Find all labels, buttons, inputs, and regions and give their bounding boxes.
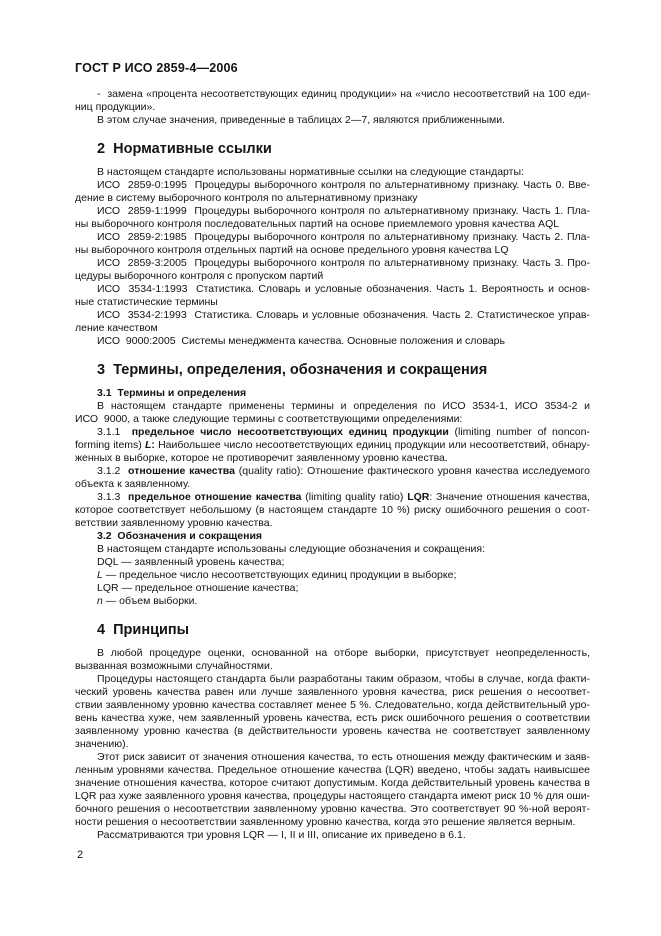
text-line: ИСО 2859-0:1995 Процедуры выборочного контроля по альтернативному признаку. Часть 0. Вве- (97, 179, 590, 191)
text-line: бочного решения о несоответствии заявленному уровню качества. Это соответствует 90 %-ной вероят- (75, 803, 590, 815)
text-line: В этом случае значения, приведенные в таблицах 2—7, являются приближенными. (97, 114, 506, 126)
running-header: ГОСТ Р ИСО 2859-4—2006 (75, 61, 238, 75)
text-line: 3.1.1 предельное число несоответствующих единиц продукции (limiting number of noncon- (97, 426, 590, 438)
text-line: вень качества хуже, чем заявленный уровень качества, есть риск ошибочного решения о соответствии (75, 712, 590, 724)
text-line: ческий уровень качества равен или лучше заявленного уровня качества, риск решения о несоответ- (75, 686, 590, 698)
text-line: DQL — заявленный уровень качества; (97, 556, 285, 568)
text-line: ности решения о несоответствии заявленному уровню качества, когда это решение является верным. (75, 816, 576, 828)
text-line: вызванная возможными случайностями. (75, 660, 273, 672)
text-line: заявленному уровню качества (в действительности уровень качества не соответствует заявленному (75, 725, 590, 737)
section-heading: 3 Термины, определения, обозначения и сокращения (97, 362, 488, 378)
text-line: ниц продукции». (75, 101, 156, 113)
text-line: которое соответствует небольшому (в настоящем стандарте 10 %) риску ошибочного решения о соот- (75, 504, 590, 516)
text-line: 3.2 Обозначения и сокращения (97, 530, 263, 542)
section-heading: 2 Нормативные ссылки (97, 141, 272, 157)
text-line: значению). (75, 738, 129, 750)
text-line: цедуры выборочного контроля с пропуском партий (75, 270, 324, 282)
text-line: Рассматриваются три уровня LQR — I, II и III, описание их приведено в 6.1. (97, 829, 466, 841)
text-line: L — предельное число несоответствующих единиц продукции в выборке; (97, 569, 457, 581)
text-line: ИСО 3534-1:1993 Статистика. Словарь и условные обозначения. Часть 1. Вероятность и основ- (97, 283, 590, 295)
document-body (75, 88, 590, 842)
text-line: 3.1.2 отношение качества (quality ratio): Отношение фактического уровня качества исследуемого (97, 465, 590, 477)
text-line: ИСО 9000, а также следующие термины с соответствующими определениями: (75, 413, 463, 425)
text-line: дение в систему выборочного контроля по альтернативному признаку (75, 192, 418, 204)
text-line: 3.1.3 предельное отношение качества (limiting quality ratio) LQR: Значение отношения качества, (97, 491, 590, 503)
text-line: ИСО 2859-1:1999 Процедуры выборочного контроля по альтернативному признаку. Часть 1. Пла- (97, 205, 590, 217)
text-line: ИСО 9000:2005 Системы менеджмента качества. Основные положения и словарь (97, 335, 505, 347)
text-line: n — объем выборки. (97, 595, 198, 607)
text-line: объекта к заявленному. (75, 478, 191, 490)
text-line: В настоящем стандарте использованы нормативные ссылки на следующие стандарты: (97, 166, 524, 178)
text-line: ветствии заявленному уровню качества. (75, 517, 273, 529)
text-line: ные статистические термины (75, 296, 218, 308)
text-line: В любой процедуре оценки, основанной на отборе выборки, присутствует неопределенность, (97, 647, 590, 659)
text-line: значение отношения качества, которое считают допустимым. Когда действительный уровень качества в (75, 777, 590, 789)
text-line: В настоящем стандарте использованы следующие обозначения и сокращения: (97, 543, 485, 555)
text-line: ны выборочного контроля последовательных партий на основе приемлемого уровня качества AQL (75, 218, 560, 230)
section-heading: 4 Принципы (97, 622, 190, 638)
document-content (75, 62, 590, 842)
text-line: Процедуры настоящего стандарта были разработаны таким образом, чтобы в случае, когда факти- (97, 673, 590, 685)
text-line: Этот риск зависит от значения отношения качества, то есть отношения между фактическим и заяв- (97, 751, 590, 763)
text-line: ИСО 2859-2:1985 Процедуры выборочного контроля по альтернативному признаку. Часть 2. Пла- (97, 231, 590, 243)
text-line: - замена «процента несоответствующих единиц продукции» на «число несоответствий на 100 еди- (97, 88, 590, 100)
text-line: ление качеством (75, 322, 158, 334)
text-line: forming items) L: Наибольшее число несоответствующих единиц продукции или несоответствий, обнару- (75, 439, 590, 451)
text-line: ны выборочного контроля отдельных партий на основе предельного уровня качества LQ (75, 244, 509, 256)
text-line: ствии заявленному уровню качества составляет менее 5 %. Следовательно, когда действительный уро- (75, 699, 590, 711)
text-line: ИСО 3534-2:1993 Статистика. Словарь и условные обозначения. Часть 2. Статистическое управ- (97, 309, 590, 321)
text-line: В настоящем стандарте применены термины и определения по ИСО 3534-1, ИСО 3534-2 и (97, 400, 590, 412)
text-line: ленным уровнями качества. Предельное отношение качества (LQR) введено, чтобы задать наивысшее (75, 764, 590, 776)
text-line: 3.1 Термины и определения (97, 387, 247, 399)
text-line: LQR — предельное отношение качества; (97, 582, 299, 594)
text-line: ИСО 2859-3:2005 Процедуры выборочного контроля по альтернативному признаку. Часть 3. Про- (97, 257, 590, 269)
page-number: 2 (77, 849, 84, 861)
text-line: женных в выборке, которое не противоречит заявленному уровню качества. (75, 452, 448, 464)
text-line: LQR раз хуже заявленного уровня качества, процедуры настоящего стандарта имеют риск 10 % для оши- (75, 790, 590, 802)
